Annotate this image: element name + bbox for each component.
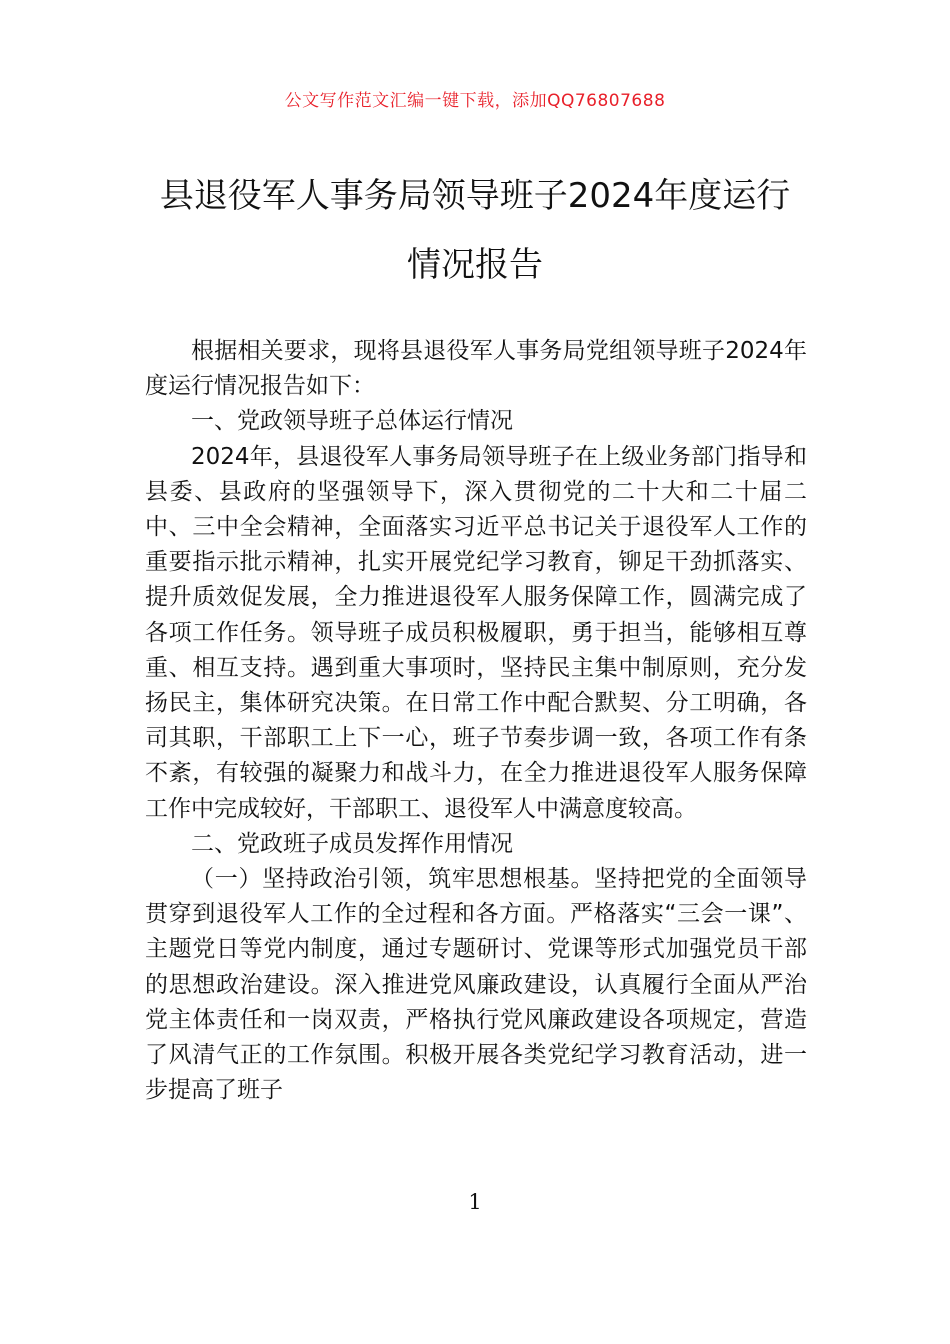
section-heading-1: 一、党政领导班子总体运行情况 <box>191 408 513 435</box>
section-2-paragraph-1: （一）坚持政治引领，筑牢思想根基。坚持把党的全面领导贯穿到退役军人工作的全过程和各方面。严格落实“三会一课”、主题党日等党内制度，通过专题研讨、党课等形式加强党员干部的思想政治建设。深入推进党风廉政建设，认真履行全面从严治党主体责任和一岗双责，严格执行党风廉政建设各项规定，营造了风清气正的工作氛围。积极开展各类党纪学习教育活动，进一步提高了班子 <box>145 866 807 1104</box>
intro-paragraph: 根据相关要求，现将县退役军人事务局党组领导班子2024年度运行情况报告如下： <box>145 338 807 400</box>
document-body <box>145 334 807 1108</box>
document-title-line-1: 县退役军人事务局领导班子2024年度运行 <box>159 176 791 216</box>
download-banner: 公文写作范文汇编一键下载，添加QQ76807688 <box>284 91 666 111</box>
section-1-paragraph: 2024年，县退役军人事务局领导班子在上级业务部门指导和县委、县政府的坚强领导下，深入贯彻党的二十大和二十届二中、三中全会精神，全面落实习近平总书记关于退役军人工作的重要指示批示精神，扎实开展党纪学习教育，铆足干劲抓落实、提升质效促发展，全力推进退役军人服务保障工作，圆满完成了各项工作任务。领导班子成员积极履职，勇于担当，能够相互尊重、相互支持。遇到重大事项时，坚持民主集中制原则，充分发扬民主，集体研究决策。在日常工作中配合默契、分工明确，各司其职，干部职工上下一心，班子节奏步调一致，各项工作有条不紊，有较强的凝聚力和战斗力，在全力推进退役军人服务保障工作中完成较好，干部职工、退役军人中满意度较高。 <box>145 443 807 822</box>
page-number: 1 <box>468 1190 482 1214</box>
section-heading-2: 二、党政班子成员发挥作用情况 <box>191 830 513 857</box>
document-title-line-2: 情况报告 <box>407 245 543 285</box>
